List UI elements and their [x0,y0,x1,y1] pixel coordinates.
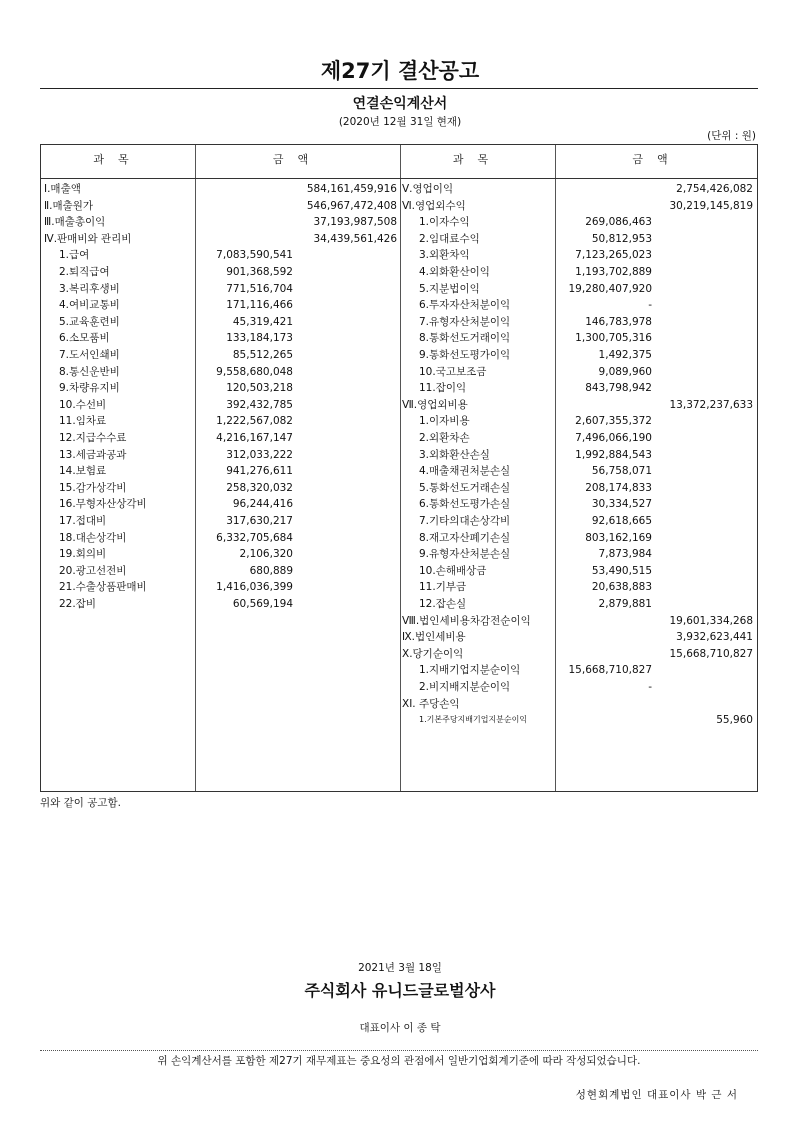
left-account-label: 11.임차료 [59,415,107,428]
right-detail-amount: 19,280,407,920 [568,282,652,295]
left-detail-amount: 133,184,173 [226,332,293,345]
right-account-label: 12.잡손실 [419,598,467,610]
right-account-label: Ⅷ.법인세비용차감전순이익 [402,614,531,627]
left-detail-amount: 317,630,217 [226,515,293,527]
right-detail-amount: 146,783,978 [585,315,652,328]
left-account-label: 15.감가상각비 [59,481,127,494]
right-account-label: 10.국고보조금 [419,365,487,378]
right-account-label: 8.재고자산폐기손실 [419,531,511,544]
left-account-label: 8.통신운반비 [59,365,120,378]
right-account-label: 1.이자비용 [419,415,470,428]
header-right-account: 과목 [452,153,503,166]
left-account-label: 18.대손상각비 [59,531,127,544]
header-left-account: 과목 [93,153,143,166]
right-account-label: Ⅵ.영업외수익 [402,199,466,212]
currency-unit: (단위 : 원) [707,130,756,142]
right-account-label: 2.임대료수익 [419,232,480,245]
notice-footnote: 위와 같이 공고함. [40,797,122,809]
statement-title: 연결손익계산서 [352,96,448,112]
left-account-label: 1.급여 [59,249,90,262]
right-account-label: 8.통화선도거래이익 [419,332,511,345]
right-account-label: Ⅶ.영업외비용 [402,398,468,411]
right-total-amount: 13,372,237,633 [669,398,753,411]
right-account-label: 10.손해배상금 [419,564,487,577]
notice-date: 2021년 3월 18일 [358,962,442,974]
left-detail-amount: 85,512,265 [232,349,293,361]
left-account-label: 3.복리후생비 [59,282,120,295]
left-account-label: 21.수출상품판매비 [59,581,147,594]
right-account-label: 7.유형자산처분이익 [419,315,511,328]
left-detail-amount: 392,432,785 [226,398,293,411]
left-account-label: Ⅱ.매출원가 [44,199,94,212]
header-right-amount: 금액 [632,153,682,166]
column-divider [555,145,556,791]
left-detail-amount: 941,276,611 [226,465,293,478]
right-detail-amount: 1,300,705,316 [575,332,652,345]
right-detail-amount: - [648,299,652,312]
left-detail-amount: 171,116,466 [226,299,293,312]
column-divider [195,145,196,791]
header-divider [41,178,757,179]
audit-statement: 위 손익계산서를 포함한 제27기 재무제표는 중요성의 관점에서 일반기업회계기준에 따라 작성되었습니다. [157,1055,641,1067]
statement-period: (2020년 12월 31일 현재) [338,116,462,128]
left-detail-amount: 680,889 [249,564,293,577]
left-account-label: Ⅰ.매출액 [44,183,81,195]
right-account-label: 2.외환차손 [419,432,470,444]
left-account-label: 16.무형자산상각비 [59,498,147,511]
column-divider [400,145,401,791]
right-account-label: 6.투자자산처분이익 [419,299,511,312]
right-detail-amount: 50,812,953 [591,232,652,245]
right-account-label: 9.유형자산처분손실 [419,548,511,561]
left-account-label: 10.수선비 [59,398,107,411]
left-detail-amount: 4,216,167,147 [216,432,293,444]
right-detail-amount: 843,798,942 [585,382,652,395]
left-total-amount: 34,439,561,426 [313,232,397,245]
left-detail-amount: 6,332,705,684 [216,531,293,544]
title-underline [40,88,758,89]
left-account-label: 14.보험료 [59,465,107,478]
right-account-label: 4.매출채권처분손실 [419,465,511,478]
right-detail-amount: 30,334,527 [591,498,652,511]
right-detail-amount: 2,607,355,372 [575,415,652,428]
right-account-label: 7.기타의대손상각비 [419,515,511,527]
right-detail-amount: 2,879,881 [598,598,652,610]
right-account-label: Ⅹ.당기순이익 [402,647,464,660]
right-account-label: XI. 주당손익 [402,697,460,710]
left-detail-amount: 771,516,704 [226,282,293,295]
income-statement-table [40,144,758,792]
right-detail-amount: 9,089,960 [598,365,652,378]
company-name: 주식회사 유니드글로벌상사 [304,981,496,1000]
left-detail-amount: 1,222,567,082 [216,415,293,428]
right-account-label: Ⅴ.영업이익 [402,183,454,195]
right-detail-amount: 269,086,463 [585,216,652,229]
left-detail-amount: 96,244,416 [232,498,293,511]
left-detail-amount: 312,033,222 [226,448,293,461]
left-account-label: 17.접대비 [59,515,107,527]
ceo-name: 대표이사 이 종 탁 [359,1022,441,1034]
left-account-label: 19.회의비 [59,548,107,561]
dotted-divider [40,1050,758,1051]
right-account-label: 5.지분법이익 [419,282,480,295]
left-detail-amount: 2,106,320 [239,548,293,561]
right-account-label: 11.잡이익 [419,382,467,395]
right-account-label: 2.비지배지분순이익 [419,681,511,693]
left-detail-amount: 9,558,680,048 [216,365,293,378]
right-account-label: 3.외환차익 [419,249,470,262]
right-detail-amount: 1,492,375 [598,349,652,361]
left-detail-amount: 1,416,036,399 [216,581,293,594]
left-account-label: 20.광고선전비 [59,564,127,577]
right-detail-amount: 20,638,883 [591,581,652,594]
right-total-amount: 15,668,710,827 [669,647,753,660]
left-account-label: 6.소모품비 [59,332,110,345]
right-total-amount: 55,960 [716,714,753,727]
right-account-label: 5.통화선도거래손실 [419,481,511,494]
right-account-label: Ⅸ.법인세비용 [402,631,466,644]
right-detail-amount: 803,162,169 [585,531,652,544]
left-total-amount: 546,967,472,408 [306,199,397,212]
right-account-label: 9.통화선도평가이익 [419,349,511,361]
right-detail-amount: 56,758,071 [591,465,652,478]
right-detail-amount: 53,490,515 [591,564,652,577]
left-detail-amount: 45,319,421 [232,315,293,328]
left-detail-amount: 7,083,590,541 [216,249,293,262]
auditor-signature: 성현회계법인 대표이사 박 근 서 [575,1089,738,1101]
right-total-amount: 30,219,145,819 [669,199,753,212]
left-detail-amount: 258,320,032 [226,481,293,494]
left-account-label: 9.차량유지비 [59,382,120,395]
left-account-label: Ⅲ.매출총이익 [44,216,106,229]
left-total-amount: 37,193,987,508 [313,216,397,229]
right-total-amount: 19,601,334,268 [669,614,753,627]
left-total-amount: 584,161,459,916 [306,183,397,195]
right-detail-amount: 7,496,066,190 [575,432,652,444]
right-account-label: 3.외화환산손실 [419,448,490,461]
right-detail-amount: 15,668,710,827 [568,664,652,677]
right-detail-amount: 208,174,833 [585,481,652,494]
left-detail-amount: 60,569,194 [232,598,293,610]
page-title: 제27기 결산공고 [320,59,480,83]
left-account-label: 22.잡비 [59,598,96,610]
left-detail-amount: 120,503,218 [226,382,293,395]
right-account-label: 1.지배기업지분순이익 [419,664,521,677]
right-detail-amount: 7,873,984 [598,548,652,561]
left-account-label: 7.도서인쇄비 [59,349,120,361]
right-account-label: 6.통화선도평가손실 [419,498,511,511]
right-detail-amount: 7,123,265,023 [575,249,652,262]
right-detail-amount: 92,618,665 [591,515,652,527]
right-account-label: 1.기본주당지배기업지분순이익 [419,715,528,725]
left-account-label: 12.지급수수료 [59,432,127,444]
right-total-amount: 2,754,426,082 [676,183,753,195]
right-total-amount: 3,932,623,441 [676,631,753,644]
left-account-label: Ⅳ.판매비와 관리비 [44,232,132,245]
left-detail-amount: 901,368,592 [226,266,293,278]
right-account-label: 1.이자수익 [419,216,470,229]
left-account-label: 4.여비교통비 [59,299,120,312]
right-detail-amount: 1,193,702,889 [575,266,652,278]
right-account-label: 4.외화환산이익 [419,266,490,278]
right-detail-amount: - [648,681,652,693]
left-account-label: 2.퇴직급여 [59,266,110,278]
left-account-label: 13.세금과공과 [59,448,127,461]
header-left-amount: 금액 [272,153,323,166]
right-detail-amount: 1,992,884,543 [575,448,652,461]
left-account-label: 5.교육훈련비 [59,315,120,328]
right-account-label: 11.기부금 [419,581,467,594]
